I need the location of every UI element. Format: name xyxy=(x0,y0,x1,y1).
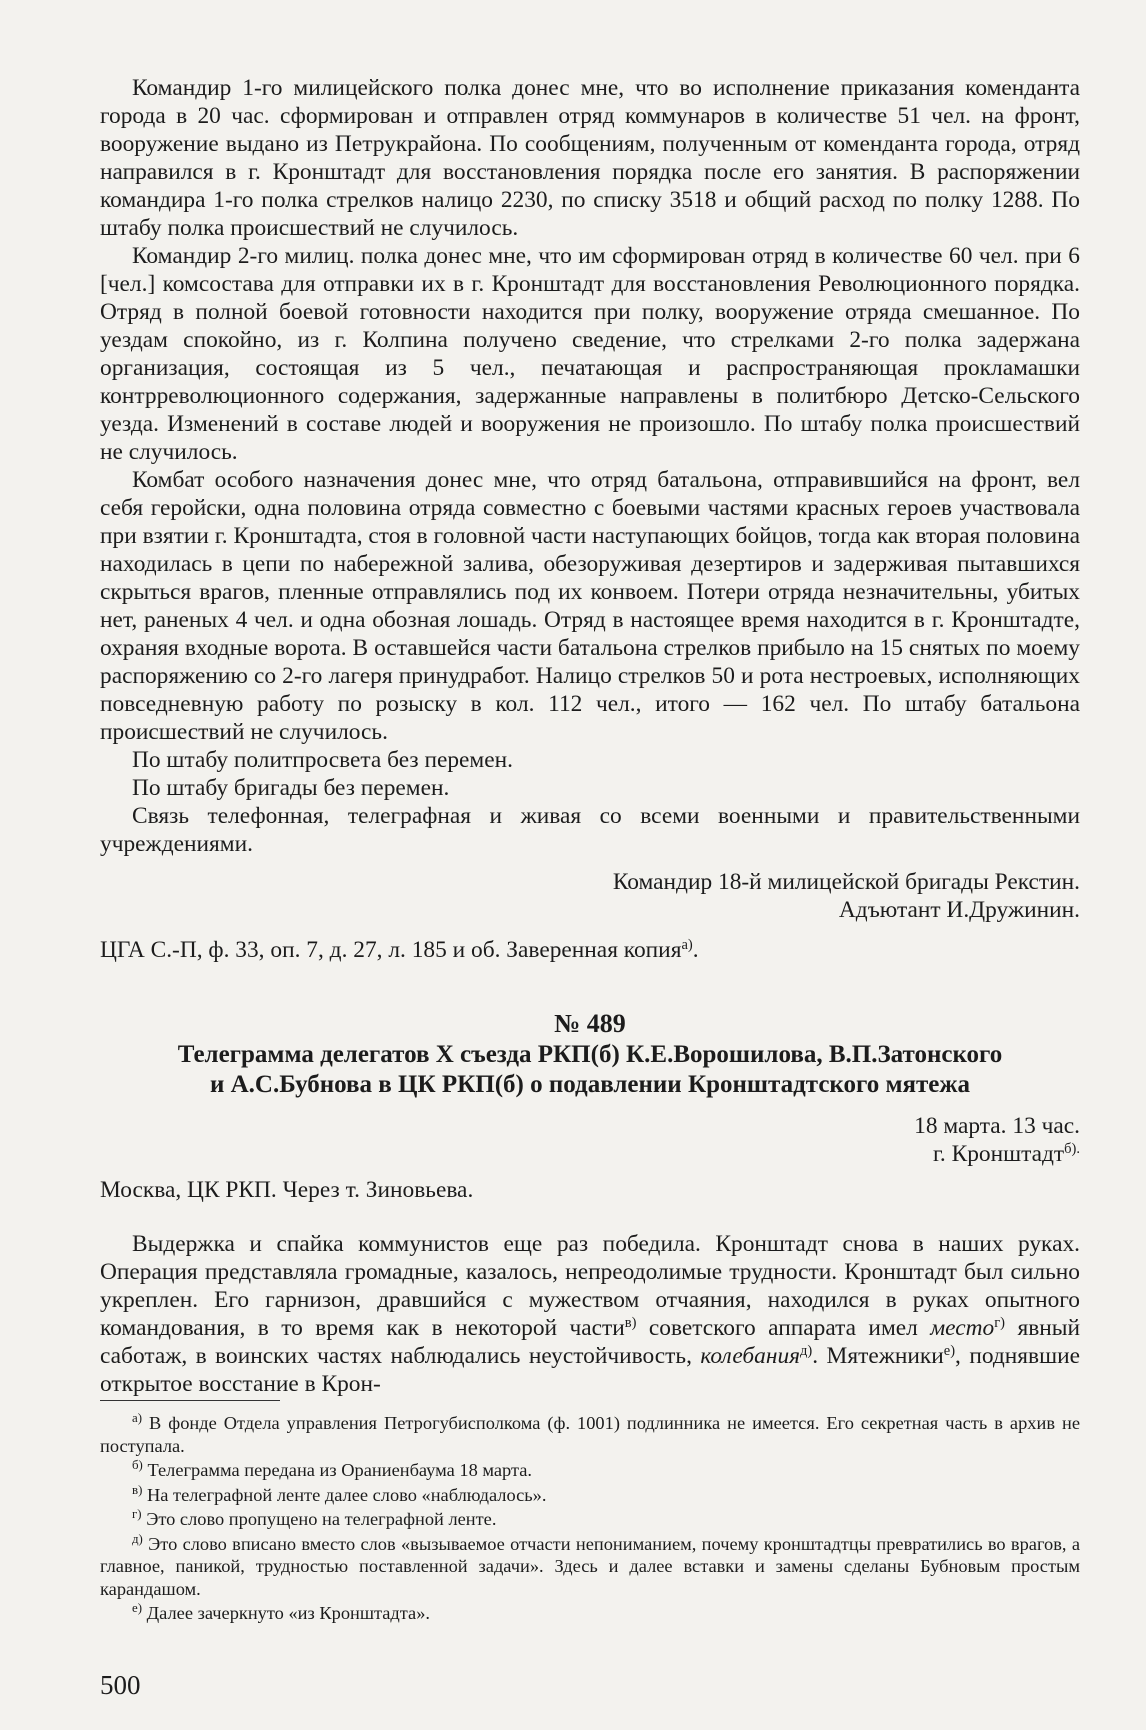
paragraph-5: По штабу бригады без перемен. xyxy=(132,775,450,801)
footnote-text: В фонде Отдела управления Петрогубисполкома (ф. 1001) подлинника не имеется. Его секретная часть в архив не поступала. xyxy=(100,1413,1080,1456)
footnote xyxy=(100,1508,1080,1531)
telegram-segment: явный саботаж, в воинских частях наблюдались неустойчивость, xyxy=(100,1315,1081,1369)
paragraph-3: Комбат особого назначения донес мне, что отряд батальона, отправившийся на фронт, вел себя геройски, одна половина отряда совместно с боевыми частями красных героев участвовала при взятии г. Кронштадта, стоя в головной части наступающих бойцов, тогда как вторая половина находилась в цепи по набережной залива, обезоруживая дезертиров и задерживая пытавшихся скрыться врагов, пленные отправлялись под их конвоем. Потери отряда незначительны, убитых нет, раненых 4 чел. и одна обозная лошадь. Отряд в настоящее время находится в г. Кронштадте, охраняя входные ворота. В оставшейся части батальона стрелков прибыло на 15 снятых по моему распоряжению со 2-го лагеря принудработ. Налицо стрелков 50 и рота нестроевых, исполняющих повседневную работу по розыску в кол. 112 чел., итого — 162 чел. По штабу батальона происшествий не случилось. xyxy=(100,467,1080,745)
footnote-text: Далее зачеркнуто «из Кронштадта». xyxy=(146,1603,431,1623)
telegram-segment: , поднявшие открытое восстание в Крон- xyxy=(100,1343,1081,1397)
footnote-mark: д) xyxy=(800,1343,813,1360)
footnote-mark: а) xyxy=(681,937,693,954)
footnote-mark: г) xyxy=(132,1506,142,1521)
main-text xyxy=(100,74,1080,1398)
footnote xyxy=(100,1602,1080,1625)
document-meta xyxy=(100,1112,1080,1168)
telegram-italic-word: колебания xyxy=(700,1343,801,1369)
footnote-text: Это слово вписано вместо слов «вызываемое отчасти непониманием, почему кронштадтцы превратились во врагов, а главное, паникой, трудностью поставленной задачи». Здесь и далее вставки и замены сделаны Бубновым простым карандашом. xyxy=(100,1533,1080,1599)
paragraph-4: По штабу политпросвета без перемен. xyxy=(132,747,513,773)
document-place xyxy=(100,1140,1080,1168)
telegram-address: Москва, ЦК РКП. Через т. Зиновьева. xyxy=(100,1177,474,1203)
paragraph-6: Связь телефонная, телеграфная и живая со всеми военными и правительственными учреждениями. xyxy=(100,803,1080,857)
paragraph-1: Командир 1-го милицейского полка донес мне, что во исполнение приказания коменданта города в 20 час. сформирован и отправлен отряд коммунаров в количестве 51 чел. на фронт, вооружение выдано из Петрукрайона. По сообщениям, полученным от коменданта города, отряд направился в г. Кронштадт для восстановления порядка после его занятия. В распоряжении командира 1-го полка стрелков налицо 2230, по списку 3518 и общий расход по полку 1288. По штабу полка происшествий не случилось. xyxy=(100,75,1080,241)
footnote-mark: д) xyxy=(132,1531,143,1546)
footnote-mark: б) xyxy=(132,1457,143,1472)
footnote-text: Это слово пропущено на телеграфной ленте. xyxy=(146,1509,497,1529)
footnote xyxy=(100,1412,1080,1457)
document-place-text: г. Кронштадт xyxy=(932,1141,1065,1167)
footnote xyxy=(100,1533,1080,1601)
archive-reference-text: ЦГА С.-П, ф. 33, оп. 7, д. 27, л. 185 и об. Заверенная копия xyxy=(100,937,682,963)
footnote xyxy=(100,1484,1080,1507)
footnote xyxy=(100,1459,1080,1482)
page-number: 500 xyxy=(100,1670,141,1700)
telegram-segment: . Мятежники xyxy=(812,1343,944,1369)
footnote-mark: а) xyxy=(132,1410,143,1425)
signature-commander: Командир 18-й милицейской бригады Рекстин. xyxy=(612,869,1080,895)
document-title-line-1: Телеграмма делегатов X съезда РКП(б) К.Е.Ворошилова, В.П.Затонского xyxy=(177,1041,1003,1068)
footnotes xyxy=(100,1412,1080,1627)
footnote-mark: е) xyxy=(132,1600,143,1615)
footnote-mark: г) xyxy=(994,1315,1006,1332)
footnote-divider xyxy=(100,1400,280,1401)
footnote-text: Телеграмма передана из Ораниенбаума 18 марта. xyxy=(147,1460,533,1480)
document-date: 18 марта. 13 час. xyxy=(914,1113,1080,1139)
footnote-mark: в) xyxy=(132,1482,143,1497)
telegram-italic-word: место xyxy=(930,1315,995,1341)
document-title xyxy=(100,1040,1080,1100)
signature-adjutant: Адъютант И.Дружинин. xyxy=(838,897,1080,923)
telegram-segment: советского аппарата имел xyxy=(636,1315,931,1341)
archive-reference: ЦГА С.-П, ф. 33, оп. 7, д. 27, л. 185 и об. Заверенная копия$^{а)}$. xyxy=(100,937,699,963)
paragraph-2: Командир 2-го милиц. полка донес мне, что им сформирован отряд в количестве 60 чел. при 6 [чел.] комсостава для отправки их в г. Кронштадт для восстановления Революционного порядка. Отряд в полной боевой готовности находится при полку, вооружение отряда смешанное. По уездам спокойно, из г. Колпина получено сведение, что стрелками 2-го полка задержана организация, состоящая из 5 чел., печатающая и распространяющая прокламашки контрреволюционного содержания, задержанные направлены в политбюро Детско-Сельского уезда. Изменений в составе людей и вооружения не произошло. По штабу полка происшествий не случилось. xyxy=(100,243,1080,465)
document-title-line-2: и А.С.Бубнова в ЦК РКП(б) о подавлении Кронштадтского мятежа xyxy=(209,1071,971,1098)
footnote-mark: б). xyxy=(1064,1141,1080,1158)
footnote-text: На телеграфной ленте далее слово «наблюдалось». xyxy=(146,1484,547,1505)
footnote-mark: е) xyxy=(943,1343,956,1360)
telegram-text xyxy=(100,1230,1080,1398)
document-number: № 489 xyxy=(554,1009,626,1038)
telegram-segment: Выдержка и спайка коммунистов еще раз победила. Кронштадт снова в наших руках. Операция представляла громадные, казалось, непреодолимые трудности. Кронштадт был сильно укреплен. Его гарнизон, дравшийся с мужеством отчаяния, находился в руках опытного командования, в то время как в некоторой части xyxy=(100,1231,1080,1341)
footnote-mark: в) xyxy=(624,1315,637,1332)
